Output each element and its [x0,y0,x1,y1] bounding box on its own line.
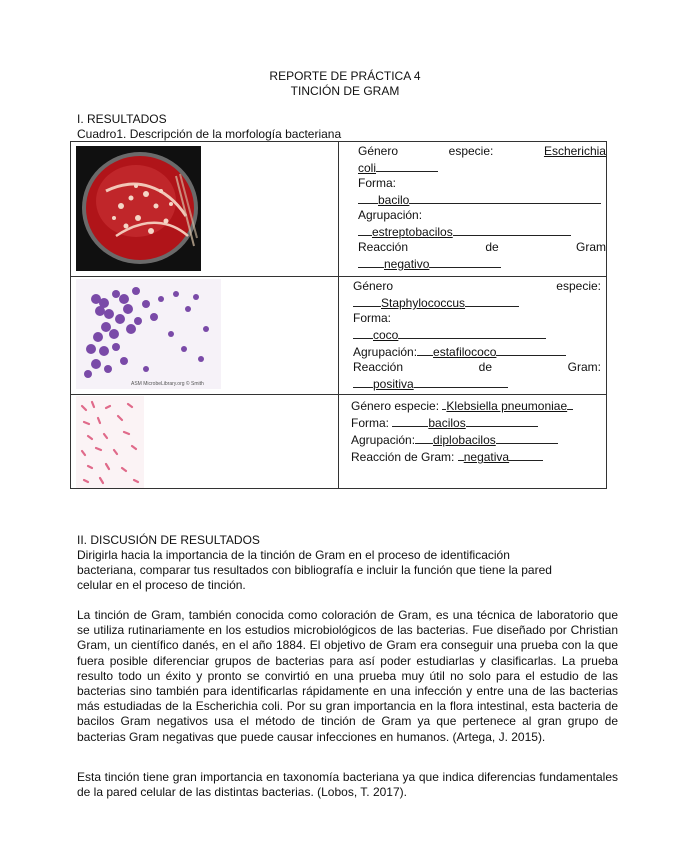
pink-bacilli-micrograph [76,396,144,488]
reaccion-line: Reacción de Gram [358,240,606,254]
agrupacion-value: diplobacilos [433,433,496,447]
table-caption: Cuadro1. Descripción de la morfología bacteriana [77,127,342,141]
table-row [71,395,607,489]
species-value: coli [358,161,377,175]
table-row [71,142,607,277]
morphology-table [70,141,607,489]
forma-label: Forma: [353,311,392,325]
discussion-paragraph-2: Esta tinción tiene gran importancia en taxonomía bacteriana ya que indica diferencias fundamentales de la pared celular de las distintas bacterias. (Lobos, T. 2017). [77,770,618,800]
reaccion-value: negativa [463,450,510,464]
reaccion-value: negativo [384,257,430,271]
reaccion-label: Reacción de Gram: [351,450,455,464]
genus-value: Klebsiella pneumoniae [446,399,568,413]
image-cell [71,395,339,489]
description-cell [339,395,607,489]
section-heading-resultados: I. RESULTADOS [77,112,167,126]
agrupacion-label: Agrupación: [351,433,416,447]
forma-label: Forma: [358,176,397,190]
genus-line: Género especie: [353,279,601,293]
genus-label: Género especie: [351,399,440,413]
purple-cocci-micrograph [76,279,221,389]
report-subtitle: TINCIÓN DE GRAM [290,84,400,98]
petri-dish-image [76,146,201,271]
genus-value: Escherichia [543,144,606,158]
table-row [71,277,607,395]
agrupacion-label: Agrupación: [358,208,423,222]
discussion-paragraph-1: La tinción de Gram, también conocida como coloración de Gram, es una técnica de laboratorio que se utiliza rutinariamente en los estudios microbiológicos de las bacterias. Fue diseñado por Christian Gram, un científico danés, en el año 1884. El objetivo de Gram era conseguir una prueba con la que fuera posible diferenciar grupos de bacterias para así poder estudiarlas y clasificarlas. La prueba resulto todo un éxito y pronto se convirtió en una prueba muy útil no solo para el estudio de las bacterias sino también para identificarlas rápidamente en una infección y entre una de las bacterias más estudiadas de la Escherichia coli. Por su gran importancia en la flora intestinal, esta bacteria de bacilos Gram negativos usa el método de tinción de Gram ya que pertenece al gran grupo de bacterias Gram negativas que puede causar infecciones en humanos. (Artega, J. 2015). [77,608,618,744]
forma-value: coco [373,328,399,342]
image-cell [71,277,339,395]
forma-value: bacilos [428,416,466,430]
reaccion-value: positiva [373,377,414,391]
reaccion-line: Reacción de Gram: [353,360,601,374]
agrupacion-value: estafilococo [433,345,497,359]
description-cell [339,277,607,395]
image-cell [71,142,339,277]
forma-label: Forma: [351,416,390,430]
species-label: especie: [448,144,494,158]
genus-label: Género [358,144,399,158]
discussion-instructions: Dirigirla hacia la importancia de la tinción de Gram en el proceso de identificación bacteriana, comparar tus resultados con bibliografía e incluir la función que tiene la pared celular en el proceso de tinción. [77,548,552,593]
forma-value: bacilo [378,193,410,207]
image-credit: ASM MicrobeLibrary.org © Smith [131,381,204,387]
report-title: REPORTE DE PRÁCTICA 4 [269,69,421,83]
genus-value: Staphylococcus [381,296,466,310]
section-heading-discusion: II. DISCUSIÓN DE RESULTADOS [77,533,260,547]
description-cell [339,142,607,277]
agrupacion-value: estreptobacilos [372,225,453,239]
agrupacion-label: Agrupación: [353,345,418,359]
genus-line [358,144,606,159]
